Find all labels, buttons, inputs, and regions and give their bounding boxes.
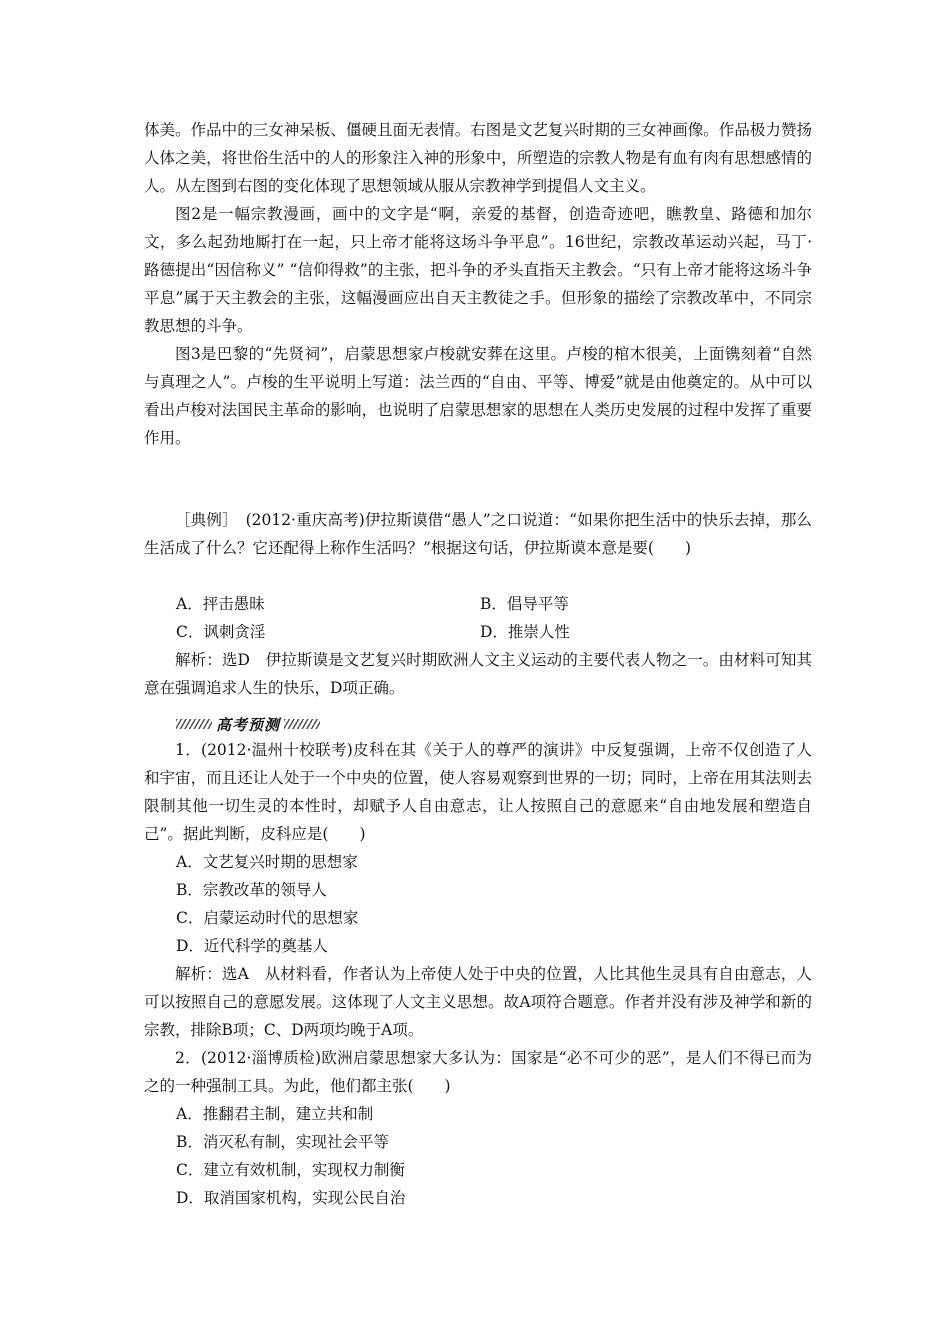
- q2-option-c: C．建立有效机制，实现权力制衡: [176, 1161, 405, 1179]
- question-1: [144, 736, 812, 848]
- intro-paragraph-1: 体美。作品中的三女神呆板、僵硬且面无表情。右图是文艺复兴时期的三女神画像。作品极力赞扬人体之美，将世俗生活中的人的形象注入神的形象中，所塑造的宗教人物是有血有肉有思想感情的人。从左图到右图的变化体现了思想领域从服从宗教神学到提倡人文主义。: [144, 121, 812, 195]
- intro-block: [144, 116, 812, 452]
- example-analysis: [144, 646, 812, 702]
- q2-option-d: D．取消国家机构，实现公民自治: [176, 1189, 406, 1207]
- question-1-text: 1．(2012·温州十校联考)皮科在其《关于人的尊严的演讲》中反复强调，上帝不仅创造了人和宇宙，而且还让人处于一个中央的位置，使人容易观察到世界的一切；同时，上帝在用其法则去限制其他一切生灵的本性时，却赋予人自由意志，让人按照自己的意愿来“自由地发展和塑造自己”。据此判断，皮科应是( ): [144, 741, 812, 843]
- example-question: [144, 506, 812, 562]
- q1-analysis-text: 解析：选A 从材料看，作者认为上帝使人处于中央的位置，人比其他生灵具有自由意志，人可以按照自己的意愿发展。这体现了人文主义思想。故A项符合题意。作者并没有涉及神学和新的宗教，排除B项；C、D两项均晚于A项。: [144, 965, 812, 1039]
- q1-option-b: B．宗教改革的领导人: [176, 881, 327, 899]
- intro-paragraph-3: 图3是巴黎的“先贤祠”，启蒙思想家卢梭就安葬在这里。卢梭的棺木很美，上面镌刻着“自然与真理之人”。卢梭的生平说明上写道：法兰西的“自由、平等、博爱”就是由他奠定的。从中可以看出卢梭对法国民主革命的影响，也说明了启蒙思想家的思想在人类历史发展的过程中发挥了重要作用。: [144, 345, 812, 447]
- question-2: [144, 1044, 812, 1100]
- q1-analysis: [144, 960, 812, 1044]
- q1-option-d: D．近代科学的奠基人: [176, 937, 328, 955]
- section-heading: [176, 712, 326, 736]
- example-option-d: D．推崇人性: [480, 623, 570, 641]
- q1-option-a: A．文艺复兴时期的思想家: [176, 853, 358, 871]
- example-analysis-text: 解析：选D 伊拉斯谟是文艺复兴时期欧洲人文主义运动的主要代表人物之一。由材料可知其意在强调追求人生的快乐，D项正确。: [144, 651, 812, 697]
- q2-option-a: A．推翻君主制，建立共和制: [176, 1105, 374, 1123]
- section-title: 高考预测: [216, 715, 281, 734]
- q1-option-c: C．启蒙运动时代的思想家: [176, 909, 359, 927]
- question-2-text: 2．(2012·淄博质检)欧洲启蒙思想家大多认为：国家是“必不可少的恶”，是人们不得已而为之的一种强制工具。为此，他们都主张( ): [144, 1049, 812, 1095]
- example-question-text: ［典例］ (2012·重庆高考)伊拉斯谟借“愚人”之口说道：“如果你把生活中的快乐去掉，那么生活成了什么？它还配得上称作生活吗？”根据这句话，伊拉斯谟本意是要( ): [144, 511, 812, 557]
- hatch-decoration-right: [284, 719, 320, 729]
- example-option-b: B．倡导平等: [480, 595, 569, 613]
- intro-paragraph-2: 图2是一幅宗教漫画，画中的文字是“啊，亲爱的基督，创造奇迹吧，瞧教皇、路德和加尔文，多么起劲地厮打在一起，只上帝才能将这场斗争平息”。16世纪，宗教改革运动兴起，马丁·路德提出“因信称义” “信仰得救”的主张，把斗争的矛头直指天主教会。“只有上帝才能将这场斗争平息”属于天主教会的主张，这幅漫画应出自天主教徒之手。但形象的描绘了宗教改革中，不同宗教思想的斗争。: [144, 205, 812, 335]
- example-option-c: C．讽刺贪淫: [176, 623, 266, 641]
- q2-option-b: B．消灭私有制，实现社会平等: [176, 1133, 389, 1151]
- example-option-a: A．抨击愚昧: [176, 595, 265, 613]
- hatch-decoration-left: [176, 719, 212, 729]
